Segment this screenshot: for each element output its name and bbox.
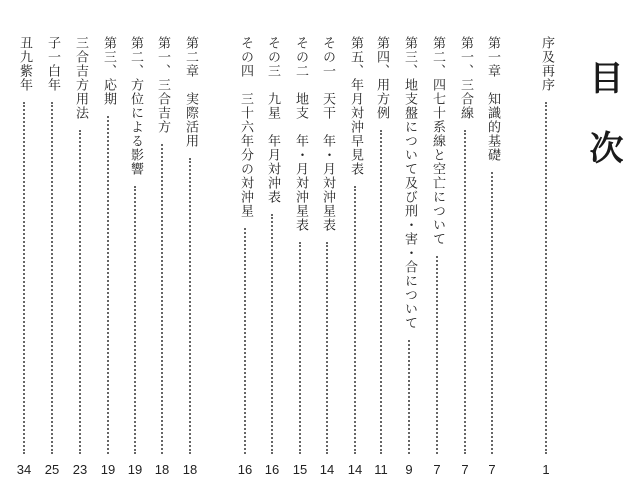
toc-page-number: 7	[461, 462, 469, 477]
toc-page-number: 1	[542, 462, 550, 477]
toc-entry[interactable]	[234, 36, 256, 454]
toc-entry[interactable]	[124, 36, 146, 454]
toc-entry[interactable]	[261, 36, 283, 454]
dot-leader	[464, 130, 466, 454]
toc-entry-text: その二 地支 年・月対沖星表	[293, 36, 308, 232]
dot-leader	[134, 186, 136, 454]
dot-leader	[23, 102, 25, 454]
dot-leader	[545, 102, 547, 454]
dot-leader	[299, 242, 301, 454]
toc-entry-text: 丑九紫年	[17, 36, 32, 92]
toc-entry-text: 三合吉方用法	[73, 36, 88, 120]
toc-entry-text: 第一、三合吉方	[155, 36, 170, 134]
toc-entry[interactable]	[426, 36, 448, 454]
dot-leader	[244, 228, 246, 454]
toc-entry-text: 序及再序	[539, 36, 554, 92]
dot-leader	[491, 172, 493, 454]
toc-page-number: 11	[374, 462, 388, 477]
toc-entry-text: 第一、三合線	[458, 36, 473, 120]
dot-leader	[436, 256, 438, 454]
toc-entry-text: 第五、年月対沖早見表	[348, 36, 363, 176]
toc-entry[interactable]	[316, 36, 338, 454]
toc-entry-text: 第二、四七十系線と空亡について	[430, 36, 445, 246]
toc-entry[interactable]	[454, 36, 476, 454]
dot-leader	[51, 102, 53, 454]
toc-page-number: 19	[127, 462, 143, 477]
toc-entry[interactable]	[289, 36, 311, 454]
toc-entry[interactable]	[41, 36, 63, 454]
dot-leader	[107, 116, 109, 454]
toc-page-number: 18	[182, 462, 198, 477]
toc-entry[interactable]	[13, 36, 35, 454]
toc-entry[interactable]	[535, 36, 557, 454]
toc-entry[interactable]	[179, 36, 201, 454]
dot-leader	[326, 242, 328, 454]
toc-entry-text: その三 九星 年月対沖表	[265, 36, 280, 204]
toc-entry-text: その一 天干 年・月対沖星表	[320, 36, 335, 232]
toc-entry-text: 第四、用方例	[374, 36, 389, 120]
toc-page-number: 16	[237, 462, 253, 477]
dot-leader	[189, 158, 191, 454]
toc-entry[interactable]	[370, 36, 392, 454]
toc-entry-text: 第一章 知識的基礎	[485, 36, 500, 162]
toc-page-number: 9	[405, 462, 413, 477]
toc-page-number: 15	[292, 462, 308, 477]
toc-page-number: 7	[433, 462, 441, 477]
toc-entry[interactable]	[97, 36, 119, 454]
toc-entry-text: 第三、地支盤について及び刑・害・合について	[402, 36, 417, 330]
toc-page-number: 34	[16, 462, 32, 477]
toc-entry[interactable]	[481, 36, 503, 454]
dot-leader	[408, 340, 410, 454]
toc-entry[interactable]	[344, 36, 366, 454]
toc-entry-text: その四 三十六年分の対沖星	[238, 36, 253, 218]
toc-entry-text: 第二章 実際活用	[183, 36, 198, 148]
toc-page-number: 19	[100, 462, 116, 477]
toc-entry[interactable]	[151, 36, 173, 454]
dot-leader	[271, 214, 273, 454]
toc-entry-text: 子一白年	[45, 36, 60, 92]
dot-leader	[354, 186, 356, 454]
dot-leader	[79, 130, 81, 454]
toc-entry[interactable]	[69, 36, 91, 454]
toc-entry[interactable]	[398, 36, 420, 454]
dot-leader	[380, 130, 382, 454]
toc-page-number: 23	[72, 462, 88, 477]
toc-page-number: 16	[264, 462, 280, 477]
toc-entry-text: 第三、応期	[101, 36, 116, 106]
toc-page-number: 14	[319, 462, 335, 477]
dot-leader	[161, 144, 163, 454]
toc-page-number: 14	[347, 462, 363, 477]
toc-page-number: 18	[154, 462, 170, 477]
toc-entry-text: 第二、方位による影響	[128, 36, 143, 176]
toc-page-number: 7	[488, 462, 496, 477]
toc-page-number: 25	[44, 462, 60, 477]
toc-title: 目次	[583, 60, 623, 200]
